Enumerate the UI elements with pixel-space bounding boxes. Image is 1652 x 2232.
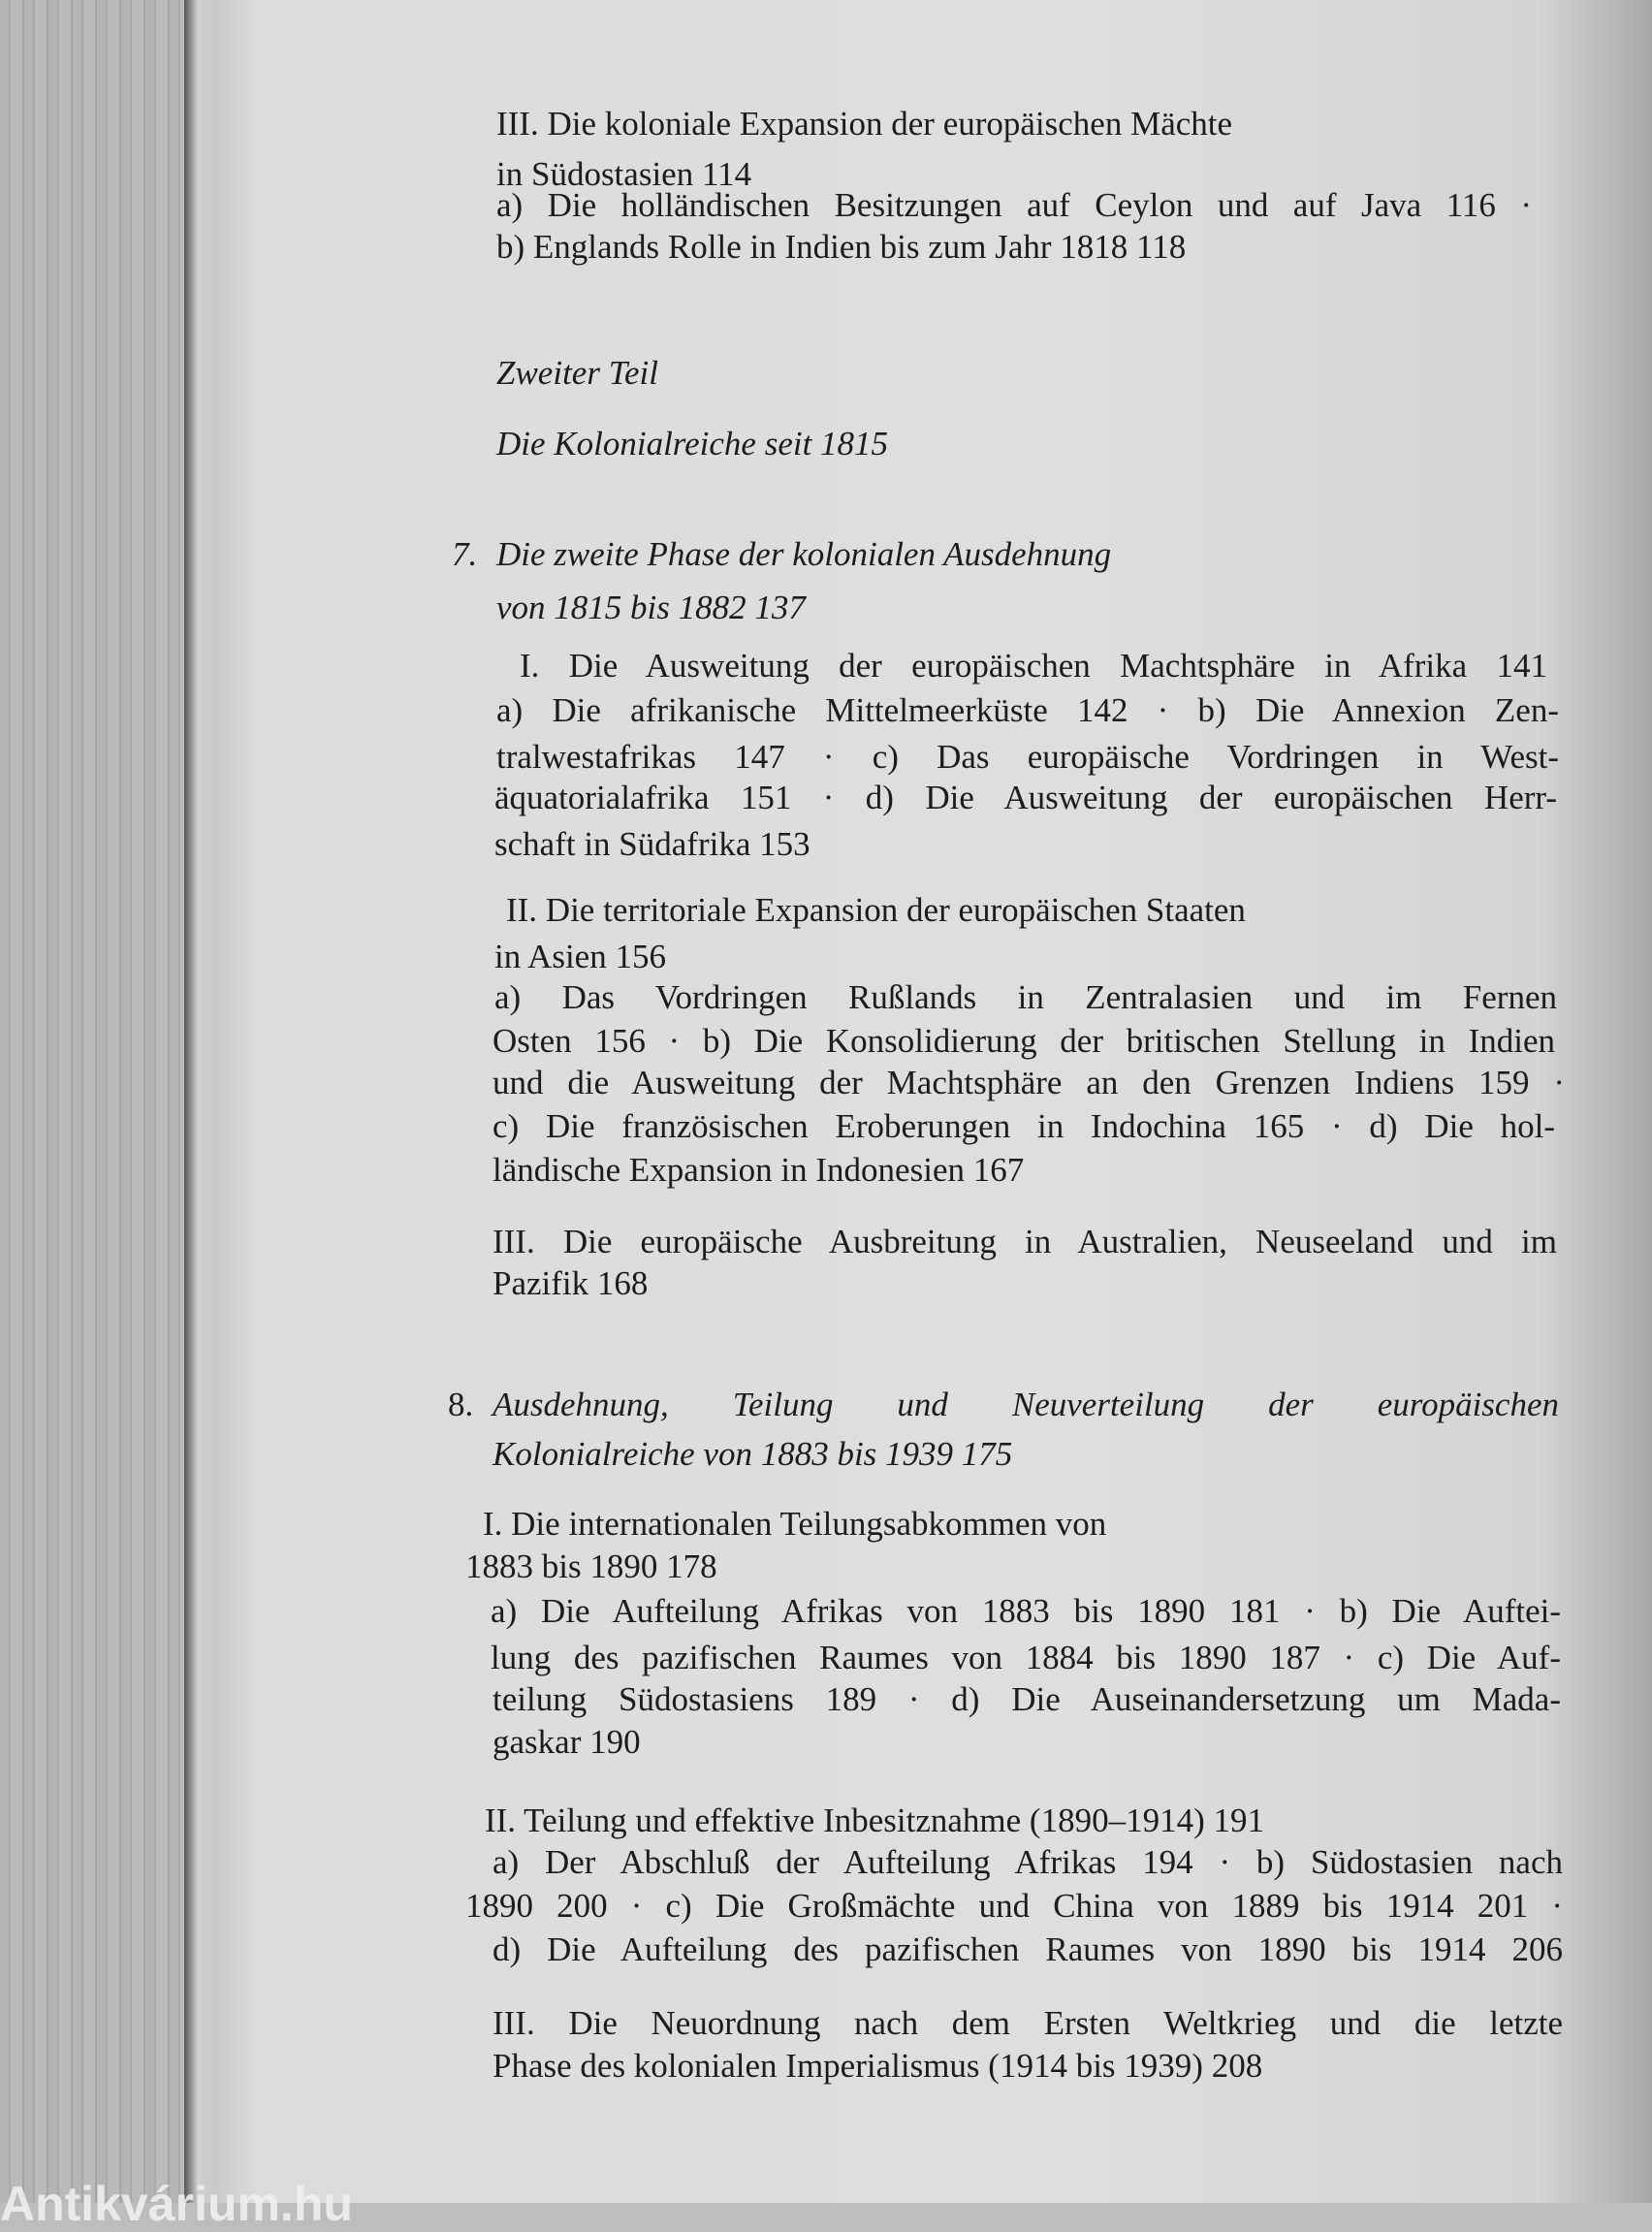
toc-line: a) Die holländischen Besitzungen auf Ceylon und auf Java 116 · bbox=[496, 186, 1532, 224]
section-heading: I. Die Ausweitung der europäischen Machtsphäre in Afrika 141 bbox=[520, 647, 1547, 685]
toc-line: gaskar 190 bbox=[492, 1723, 641, 1761]
toc-line: äquatorialafrika 151 · d) Die Ausweitung der europäischen Herr- bbox=[494, 779, 1557, 816]
toc-line: d) Die Aufteilung des pazifischen Raumes von 1890 bis 1914 206 bbox=[492, 1930, 1563, 1968]
toc-line: a) Die afrikanische Mittelmeerküste 142 · b) Die Annexion Zen- bbox=[496, 691, 1559, 729]
toc-line: a) Das Vordringen Rußlands in Zentralasien und im Fernen bbox=[494, 978, 1557, 1016]
section-heading: Pazifik 168 bbox=[492, 1264, 649, 1302]
toc-heading: III. Die koloniale Expansion der europäischen Mächte bbox=[496, 105, 1233, 143]
section-heading: 1883 bis 1890 178 bbox=[465, 1547, 717, 1585]
toc-line: und die Ausweitung der Machtsphäre an den Grenzen Indiens 159 · bbox=[492, 1064, 1565, 1101]
toc-line: Osten 156 · b) Die Konsolidierung der britischen Stellung in Indien bbox=[492, 1022, 1555, 1060]
chapter-title: Ausdehnung, Teilung und Neuverteilung der europäischen bbox=[492, 1386, 1559, 1423]
part-label: Zweiter Teil bbox=[496, 354, 658, 392]
section-heading: III. Die europäische Ausbreitung in Australien, Neuseeland und im bbox=[492, 1223, 1557, 1260]
part-title: Die Kolonialreiche seit 1815 bbox=[496, 425, 889, 462]
toc-line: teilung Südostasiens 189 · d) Die Auseinandersetzung um Mada- bbox=[492, 1680, 1561, 1718]
chapter-number: 8. bbox=[448, 1386, 474, 1423]
toc-heading: in Südostasien 114 bbox=[496, 155, 752, 193]
toc-line: a) Der Abschluß der Aufteilung Afrikas 194 · b) Südostasien nach bbox=[492, 1843, 1563, 1881]
toc-line: ländische Expansion in Indonesien 167 bbox=[492, 1151, 1025, 1189]
section-heading: Phase des kolonialen Imperialismus (1914 bis 1939) 208 bbox=[492, 2047, 1263, 2085]
section-heading: III. Die Neuordnung nach dem Ersten Weltkrieg und die letzte bbox=[492, 2004, 1563, 2042]
chapter-title: Kolonialreiche von 1883 bis 1939 175 bbox=[492, 1435, 1013, 1473]
toc-line: c) Die französischen Eroberungen in Indochina 165 · d) Die hol- bbox=[492, 1107, 1555, 1145]
toc-line: a) Die Aufteilung Afrikas von 1883 bis 1890 181 · b) Die Auftei- bbox=[491, 1592, 1561, 1630]
wood-background bbox=[0, 0, 194, 2203]
book-edge bbox=[184, 0, 217, 2203]
section-heading: in Asien 156 bbox=[494, 938, 666, 975]
toc-line: b) Englands Rolle in Indien bis zum Jahr 1818 118 bbox=[496, 228, 1187, 266]
toc-line: lung des pazifischen Raumes von 1884 bis 1890 187 · c) Die Auf- bbox=[491, 1639, 1561, 1676]
toc-line: tralwestafrikas 147 · c) Das europäische Vordringen in West- bbox=[496, 738, 1559, 776]
section-heading: II. Die territoriale Expansion der europäischen Staaten bbox=[506, 891, 1246, 929]
chapter-number: 7. bbox=[452, 535, 478, 573]
toc-line: 1890 200 · c) Die Großmächte und China von 1889 bis 1914 201 · bbox=[465, 1887, 1563, 1925]
chapter-title: von 1815 bis 1882 137 bbox=[496, 589, 806, 626]
toc-line: schaft in Südafrika 153 bbox=[494, 825, 810, 863]
watermark: Antikvárium.hu bbox=[0, 2177, 353, 2231]
chapter-title: Die zweite Phase der kolonialen Ausdehnung bbox=[496, 535, 1112, 573]
section-heading: I. Die internationalen Teilungsabkommen von bbox=[483, 1505, 1107, 1543]
section-heading: II. Teilung und effektive Inbesitznahme (1890–1914) 191 bbox=[485, 1802, 1264, 1839]
